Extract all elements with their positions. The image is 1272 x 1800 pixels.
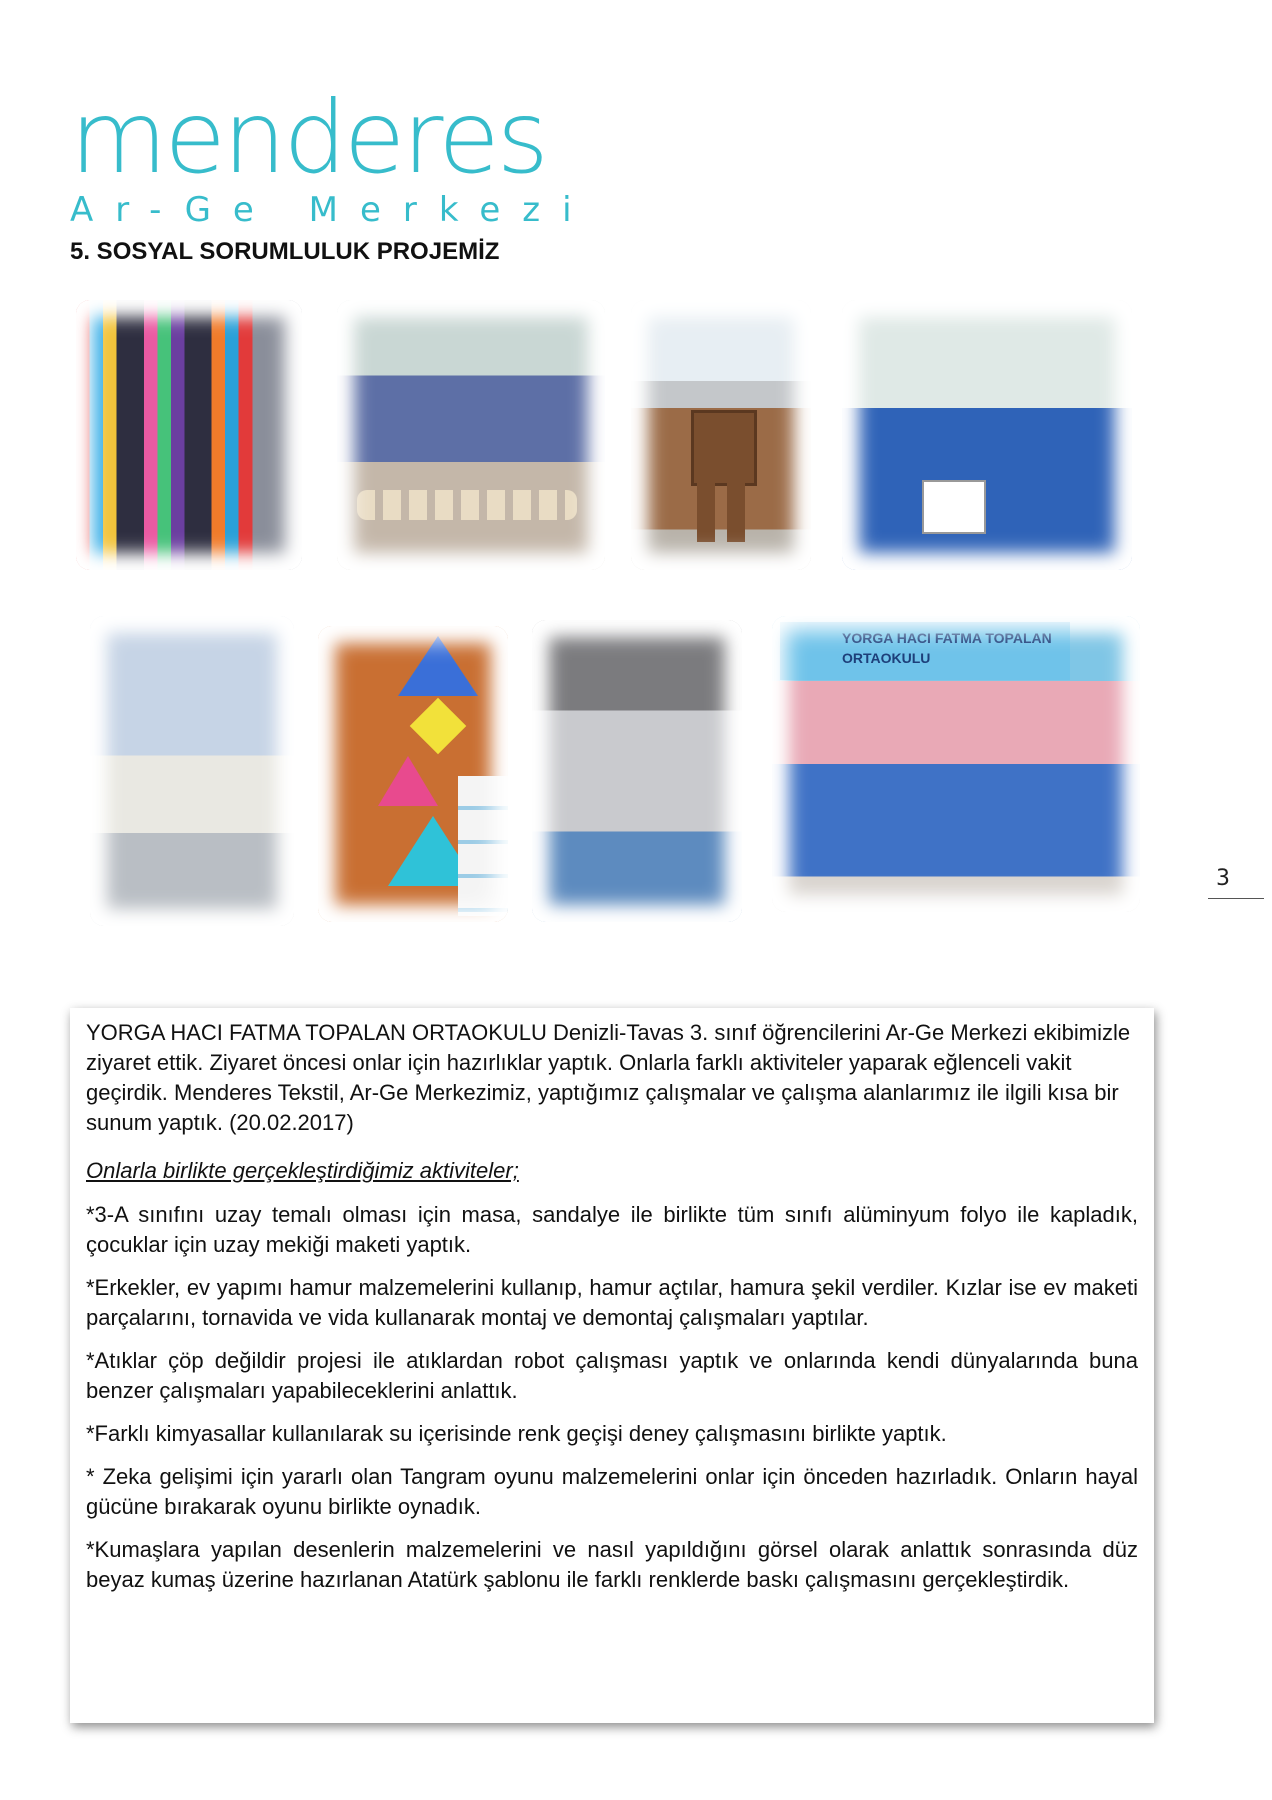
photo-house-model [842, 300, 1132, 570]
photo-dough-activity [337, 300, 605, 570]
activity-item: *Farklı kimyasallar kullanılarak su içerisinde renk geçişi deney çalışmasını birlikte yaptık. [86, 1421, 947, 1446]
school-sign-line2: ORTAOKULU [842, 650, 931, 666]
photo-tangram [318, 626, 508, 922]
logo-wordmark: menderes [70, 79, 546, 196]
activities-heading: Onlarla birlikte gerçekleştirdiğimiz aktiviteler; [86, 1158, 519, 1183]
company-logo [70, 79, 594, 230]
description-box [70, 1008, 1154, 1723]
activity-item: *3-A sınıfını uzay temalı olması için masa, sandalye ile birlikte tüm sınıfı alüminyum folyo ile kapladık, çocuklar için uzay mekiği maketi yaptık. [86, 1202, 1138, 1257]
photo-ribbon-curtain [76, 300, 302, 570]
intro-paragraph: YORGA HACI FATMA TOPALAN ORTAOKULU Denizli-Tavas 3. sınıf öğrencilerini Ar-Ge Merkezi ekibimizle ziyaret ettik. Ziyaret öncesi onlar için hazırlıklar yaptık. Onlarla farklı aktiviteler yaparak eğlenceli vakit geçirdik. Menderes Tekstil, Ar-Ge Merkezimiz, yaptığımız çalışmalar ve çalışma alanlarımız ile ilgili kısa bir sunum yaptık. (20.02.2017) [86, 1020, 1131, 1135]
photo-space-classroom [532, 620, 742, 922]
photo-school-group [772, 616, 1140, 912]
activity-item: *Kumaşlara yapılan desenlerin malzemelerini ve nasıl yapıldığını görsel olarak anlattık sonrasında düz beyaz kumaş üzerine hazırlanan Atatürk şablonu ile farklı renklerde baskı çalışmasını gerçekleştirdik. [86, 1537, 1138, 1592]
photo-waste-robot [631, 300, 811, 570]
logo-subtitle: Ar-Ge Merkezi [70, 190, 594, 230]
school-sign-line1: YORGA HACI FATMA TOPALAN [842, 630, 1052, 646]
activity-item: *Erkekler, ev yapımı hamur malzemelerini kullanıp, hamur açtılar, hamura şekil verdiler. Kızlar ise ev maketi parçalarını, tornavida ve vida kullanarak montaj ve demontaj çalışmaları yaptılar. [86, 1275, 1138, 1330]
section-title: 5. SOSYAL SORUMLULUK PROJEMİZ [70, 238, 500, 265]
page-number: 3 [1216, 866, 1230, 891]
activity-item: * Zeka gelişimi için yararlı olan Tangram oyunu malzemelerini onlar için önceden hazırladık. Onların hayal gücüne bırakarak oyunu birlikte oynadık. [86, 1464, 1138, 1519]
photo-color-experiment [90, 616, 294, 926]
page-number-rule [1208, 898, 1264, 899]
activity-item: *Atıklar çöp değildir projesi ile atıklardan robot çalışması yaptık ve onlarında kendi dünyalarında buna benzer çalışmaları yapabileceklerini anlattık. [86, 1348, 1138, 1403]
